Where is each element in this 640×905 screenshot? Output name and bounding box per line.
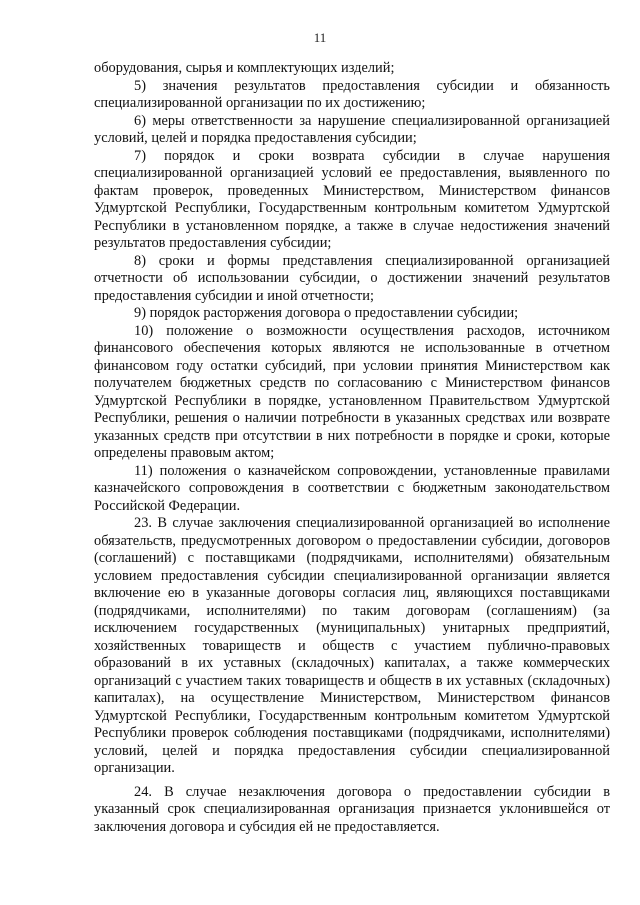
paragraph-item-8: 8) сроки и формы представления специализированной организацией отчетности об использовании субсидии, о достижении значений результатов предоставления субсидии и иной отчетности; (94, 252, 610, 304)
paragraph-item-6: 6) меры ответственности за нарушение специализированной организацией условий, целей и порядка предоставления субсидии; (94, 112, 610, 146)
paragraph-item-10: 10) положение о возможности осуществления расходов, источником финансового обеспечения которых являются не использованные в отчетном финансовом году остатки субсидий, при условии принятия Министерством как получателем бюджетных средств по согласованию с Министерством финансов Удмуртской Республики в порядке, установленном Правительством Удмуртской Республики, решения о наличии потребности в указанных средствах или возврате указанных средств при отсутствии в них потребности в порядке и сроки, которые определены правовым актом; (94, 322, 610, 461)
paragraph-section-24: 24. В случае незаключения договора о предоставлении субсидии в указанный срок специализированная организация признается уклонившейся от заключения договора и субсидия ей не предоставляется. (94, 783, 610, 835)
paragraph-item-9: 9) порядок расторжения договора о предоставлении субсидии; (134, 305, 519, 321)
paragraph-section-23: 23. В случае заключения специализированной организацией во исполнение обязательств, предусмотренных договором о предоставлении субсидии, договоров (соглашений) с поставщиками (подрядчиками, исполнителями) обязательным условием предоставления субсидии специализированной организации является включение ею в указанные договоры согласия лиц, являющихся поставщиками (подрядчиками, исполнителями) по таким договорам (соглашениям) (за исключением государственных (муниципальных) унитарных предприятий, хозяйственных товариществ и обществ с участием публично-правовых образований в их уставных (складочных) капиталах, а также коммерческих организаций с участием таких товариществ и обществ в их уставных (складочных) капиталах), на осуществление Министерством, Министерством финансов Удмуртской Республики, Государственным контрольным комитетом Удмуртской Республики проверок соблюдения поставщиками (подрядчиками, исполнителями) условий, целей и порядка предоставления субсидии специализированной организации. (94, 515, 610, 776)
page-number: 11 (313, 30, 327, 45)
paragraph-item-11: 11) положения о казначейском сопровождении, установленные правилами казначейского сопровождения в соответствии с бюджетным законодательством Российской Федерации. (94, 462, 610, 514)
paragraph-item-5: 5) значения результатов предоставления субсидии и обязанность специализированной организации по их достижению; (94, 77, 610, 111)
document-body (94, 60, 610, 836)
paragraph-item-7: 7) порядок и сроки возврата субсидии в случае нарушения специализированной организацией условий ее предоставления, выявленного по фактам проверок, проведенных Министерством, Министерством финансов Удмуртской Республики, Государственным контрольным комитетом Удмуртской Республики в установленном порядке, а также в случае недостижения значений результатов предоставления субсидии; (94, 147, 610, 251)
paragraph-continuation: оборудования, сырья и комплектующих изделий; (94, 60, 395, 76)
